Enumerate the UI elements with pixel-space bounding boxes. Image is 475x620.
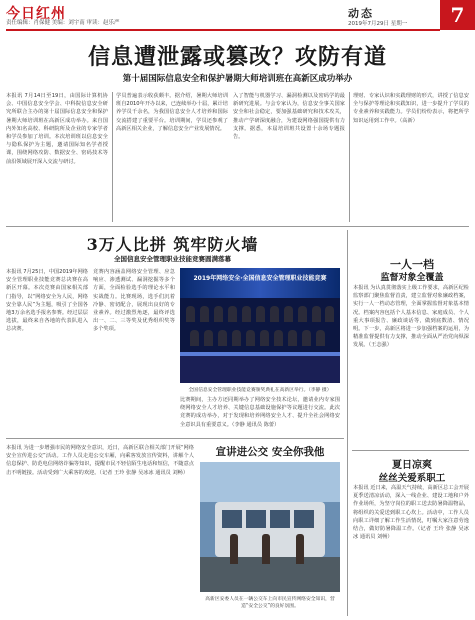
section-divider (6, 438, 344, 439)
column-divider (349, 92, 350, 222)
story2-col-3: 比赛期间，主办方还同期举办了网络安全技术论坛，邀请业内专家围绕网络安全人才培养、关键信息基础设施保护等议题进行交流。此次竞赛的成功举办，对于发现和培养网络安全人才、提升全社会网络安全意识具有重要意义。（李静 通讯员 陈蕾） (180, 397, 340, 428)
brief2-title: 夏日凉爽 (392, 460, 432, 471)
photo-stage (180, 356, 340, 383)
photo-person (230, 534, 238, 564)
lead-col-2: 学员普遍表示收获颇丰。据介绍，暑期大师培训班自2010年开办以来，已连续举办十届，累计培养学员千余名，为我国信息安全人才培养和国际交流搭建了重要平台。培训期间，学员还参观了高新区相关企业，了解信息安全产业发展情况。 (116, 93, 228, 132)
story2-subheadline: 全国信息安全管理职业技能竞赛圆满落幕 (114, 255, 231, 263)
lead-headline: 信息遭泄露或篡改？攻防有道 (87, 44, 387, 70)
competition-photo-caption: 全国信息安全管理职业技能竞赛颁奖典礼在高新区举行。（李静 摄） (188, 388, 332, 393)
brief1-body: 本报讯 为认真贯彻落实上级工作要求，高新区纪检监察部门聚焦监督首责，建立监督对象廉政档案，实行一人一档动态管理，全面掌握监督对象基本情况。档案内容包括个人基本信息、家庭成员、个人重大事项报告、廉政谈话等，做到底数清、情况明。下一步，高新区将进一步加强档案的运用，为精准监督提供有力支撑，推动全面从严治党向纵深发展。（王志强） (353, 285, 469, 349)
photo-person (296, 534, 304, 564)
section-divider (6, 226, 469, 227)
lead-col-1: 本报讯 7月14日至19日，由国际计算机协会、中国信息安全学会、中科院信息安全研究所联合主办的第十届国际信息安全和保护暑期大师培训班在高新区成功举办。来自国内外知名高校、科研院所及企业的专家学者和学员参加了培训。本次培训班以信息安全与隐私保护为主题，邀请国际知名学者授课，围绕网络攻防、数据安全、密码技术等前沿领域展开深入交流与研讨。 (6, 93, 108, 165)
column-divider (347, 230, 348, 616)
photo-person (262, 534, 270, 564)
header-rule (6, 29, 440, 31)
story3-col-1: 本报讯 为进一步增强市民的网络安全意识，近日，高新区联合相关部门开展“网络安全宣传进公交”活动。工作人员走进公交车厢，向乘客发放宣传资料，讲解个人信息保护、防范电信网络诈骗等知识，提醒市民不轻信陌生电话和短信，不随意点击不明链接。活动受到广大乘客的欢迎。（记者 王玲 张静 吴冰冰 通讯员 刘畅） (6, 445, 194, 476)
story3-headline: 宣讲进公交 安全你我他 (215, 446, 325, 458)
column-divider (112, 92, 113, 222)
brief2-body: 本报讯 近日来，高温天气持续，高新区总工会开展夏季送清凉活动，深入一线企业、建设工地和户外作业场所，为坚守岗位的职工送去防暑降温物品，将组织的关爱送到职工心坎上。活动中，工作人员向职工详细了解工作生活情况，叮嘱大家注意劳逸结合，做好防暑降温工作。（记者 王玲 张静 吴冰冰 通讯员 刘畅） (353, 485, 469, 541)
story2-col-1: 本报讯 7月25日，中国2019年网络安全管理职业技能竞赛总决赛在高新区开幕。本次竞赛由国家相关部门指导，以“网络安全为人民，网络安全靠人民”为主题，吸引了全国各地3万余名选手报名参赛。经过层层选拔，最终来自各地的代表队进入总决赛。 (6, 269, 88, 333)
bus-photo-caption: 高新区安委人员在一辆公交车上向市民宣传网络安全知识，营造“安全公交”的良好氛围。 (205, 597, 335, 609)
lead-col-4: 理财、专家认识和实践理财的形式，讲授了信息安全与保护等理论和实践知识，进一步提升了学员的专业素养和实践能力。学员们纷纷表示，将把所学知识运用到工作中。（高新） (353, 93, 469, 124)
brief2-subtitle: 丝丝关爱系职工 (378, 473, 446, 484)
story2-col-2: 竞赛内容涵盖网络安全管理、应急响应、渗透测试、漏洞挖掘等多个方面，全面检验选手的理论水平和实战能力。比赛现场，选手们沉着冷静、密切配合，展现出良好的专业素养。经过激烈角逐，最终评选出一、二、三等奖及优秀组织奖等多个奖项。 (93, 269, 175, 333)
editors-line: 责任编辑：肖保健 美编：刘宇南 审读：赵乐严 (6, 20, 120, 26)
photo-people-row (186, 304, 334, 322)
bus-photo (200, 462, 340, 592)
issue-date: 2019年7月29日 星期一 (348, 21, 408, 27)
brief1-title: 一人一档 (390, 258, 434, 271)
newspaper-logo: 今日红州 (6, 6, 66, 22)
competition-photo (180, 268, 340, 383)
brief1-subtitle: 监督对象全覆盖 (380, 273, 444, 283)
photo-people-row (186, 328, 334, 346)
lead-subheadline: 第十届国际信息安全和保护暑期大师培训班在高新区成功举办 (122, 74, 353, 84)
lead-col-3: 入了智能与机器学习、漏洞检测以及密码学的最新研究进展。与会专家认为，信息安全事关国家安全和社会稳定，要加强基础研究和技术攻关，推动产学研深度融合，为建设网络强国提供有力支撑。据悉，本届培训班共设置十余场专题报告。 (233, 93, 345, 141)
story2-headline: 3万人比拼 筑牢防火墙 (86, 235, 259, 254)
section-divider (352, 450, 469, 451)
page-number-badge (440, 0, 475, 30)
photo-screen-text: 2019年网络安全·全国信息安全管理职业技能竞赛 (193, 275, 327, 282)
section-title: 动态 (348, 7, 374, 20)
page-number: 7 (450, 3, 465, 27)
page-header (0, 0, 475, 30)
